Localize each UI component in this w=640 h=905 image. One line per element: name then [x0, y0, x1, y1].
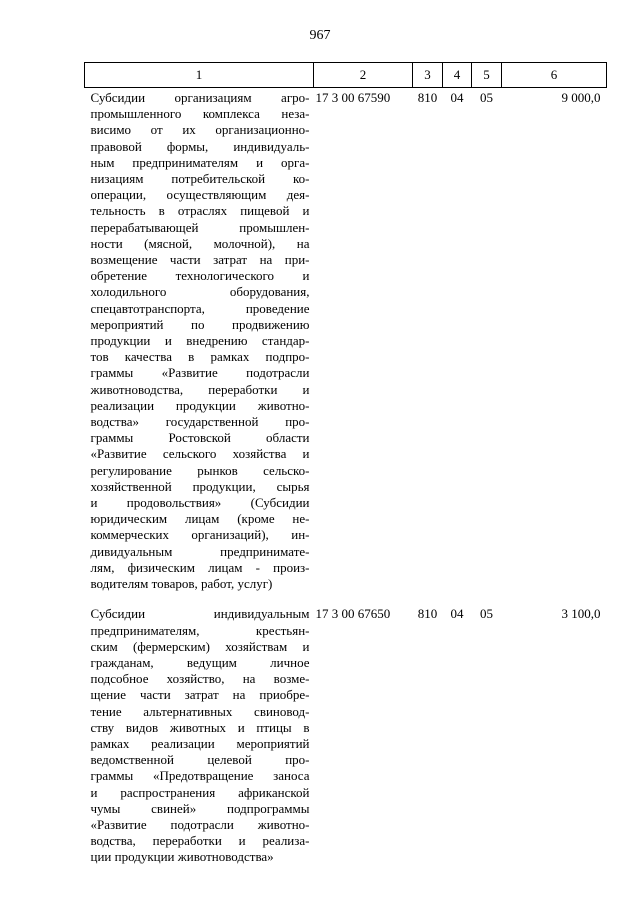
page-number: 967 [309, 28, 331, 43]
description-line: продукции и внедрению стандар- [90, 333, 310, 349]
description-line: гражданам, ведущим личное [90, 654, 310, 670]
row-col5: 05 [480, 90, 493, 105]
description-line: ным предпринимателям и орга- [90, 154, 310, 170]
description-line: и распространения африканской [90, 784, 310, 800]
description-line: щение части затрат на приобре- [90, 687, 310, 703]
description-line: граммы Ростовской области [90, 430, 310, 446]
header-col-6: 6 [502, 63, 607, 88]
description-line: перерабатывающей промышлен- [90, 219, 310, 235]
description-line: тение альтернативных свиновод- [90, 703, 310, 719]
row-description [85, 88, 314, 603]
description-line: «Развитие сельского хозяйства и [90, 446, 310, 462]
description-line: ности (мясной, молочной), на [90, 235, 310, 251]
description-line: предпринимателям, крестьян- [90, 622, 310, 638]
description-line: тов качества в рамках подпро- [90, 349, 310, 365]
row-col5: 05 [480, 606, 493, 622]
description-line: обретение технологического и [90, 268, 310, 284]
description-line: водства» государственной про- [90, 414, 310, 430]
description-line: водства, переработки и реализа- [90, 833, 310, 849]
description-line: Субсидии организациям агро- [90, 90, 310, 105]
description-line: регулирование рынков сельско- [90, 462, 310, 478]
header-row [85, 63, 607, 88]
row-code: 17 3 00 67590 [315, 90, 391, 105]
row-col3: 810 [417, 606, 438, 622]
description-line: возмещение части затрат на при- [90, 252, 310, 268]
header-col-3: 3 [413, 63, 443, 88]
description-line: ции продукции животноводства» [90, 849, 274, 865]
table-row [85, 88, 607, 603]
header-col-1: 1 [85, 63, 314, 88]
description-line: животноводства, переработки и [90, 381, 310, 397]
row-col4: 04 [450, 606, 464, 622]
budget-table [84, 62, 607, 876]
description-line: тельность в отраслях пищевой и [90, 203, 310, 219]
description-line: подсобное хозяйство, на возме- [90, 671, 310, 687]
description-line: юридическим лицам (кроме не- [90, 511, 310, 527]
description-line: ведомственной целевой про- [90, 752, 310, 768]
description-line: правовой формы, индивидуаль- [90, 138, 310, 154]
description-line: чумы свиней» подпрограммы [90, 800, 310, 816]
description-line: хозяйственной продукции, сырья [90, 478, 310, 494]
description-line: ским (фермерским) хозяйствам и [90, 638, 310, 654]
description-line: граммы «Развитие подотрасли [90, 365, 310, 381]
row-col3: 810 [417, 90, 438, 105]
description-line: висимо от их организационно- [90, 122, 310, 138]
description-line: граммы «Предотвращение заноса [90, 768, 310, 784]
description-line: ству видов животных и птицы в [90, 719, 310, 735]
description-line: низациям потребительской ко- [90, 171, 310, 187]
header-col-5: 5 [472, 63, 502, 88]
row-col4: 04 [450, 90, 464, 105]
row-amount: 3 100,0 [561, 606, 601, 622]
description-line: реализации продукции животно- [90, 397, 310, 413]
description-line: холодильного оборудования, [90, 284, 310, 300]
header-col-2: 2 [314, 63, 413, 88]
description-line: операции, осуществляющим дея- [90, 187, 310, 203]
row-description [85, 602, 314, 875]
header-col-4: 4 [443, 63, 472, 88]
description-line: промышленного комплекса неза- [90, 106, 310, 122]
description-line: лям, физическим лицам - произ- [90, 559, 310, 575]
row-code: 17 3 00 67650 [315, 606, 391, 622]
description-line: «Развитие подотрасли животно- [90, 816, 310, 832]
description-line: мероприятий по продвижению [90, 316, 310, 332]
description-line: и продовольствия» (Субсидии [90, 495, 310, 511]
description-line: рамках реализации мероприятий [90, 735, 310, 751]
description-line: спецавтотранспорта, проведение [90, 300, 310, 316]
description-line: Субсидии индивидуальным [90, 606, 310, 622]
description-line: водителям товаров, работ, услуг) [90, 576, 273, 592]
description-line: коммерческих организаций), ин- [90, 527, 310, 543]
table-row [85, 602, 607, 875]
description-line: дивидуальным предпринимате- [90, 543, 310, 559]
row-amount: 9 000,0 [561, 90, 601, 105]
